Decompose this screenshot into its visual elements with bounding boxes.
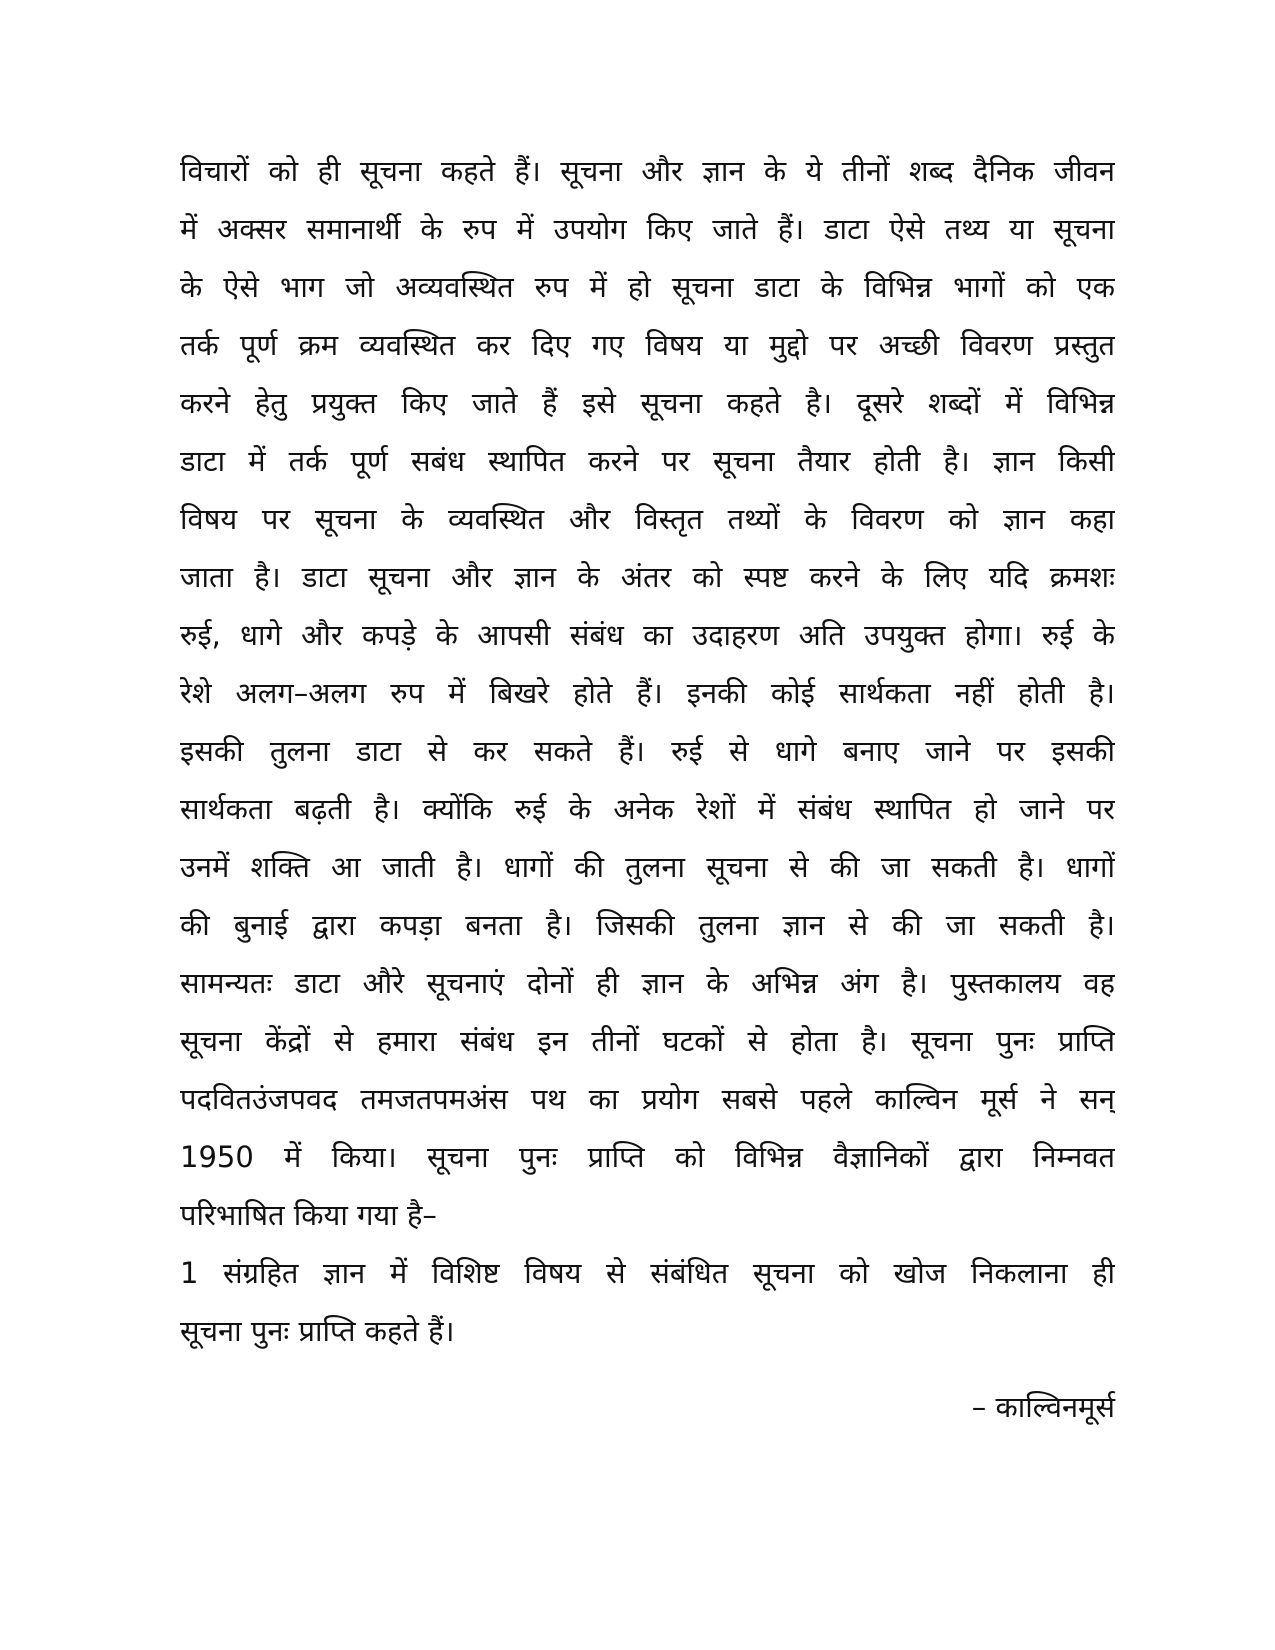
text-line: तर्क पूर्ण क्रम व्यवस्थित कर दिए गए विषय या मुद्दो पर अच्छी विवरण प्रस्तुत xyxy=(180,328,1115,362)
text-line: विषय पर सूचना के व्यवस्थित और विस्तृत तथ्यों के विवरण को ज्ञान कहा xyxy=(180,502,1115,536)
definition-line: सूचना पुनः प्राप्ति कहते हैं। xyxy=(180,1314,455,1348)
body-text xyxy=(180,142,1115,1360)
text-line: में अक्सर समानार्थी के रुप में उपयोग किए जाते हैं। डाटा ऐसे तथ्य या सूचना xyxy=(180,212,1115,246)
text-line: सार्थकता बढ़ती है। क्योंकि रुई के अनेक रेशों में संबंध स्थापित हो जाने पर xyxy=(180,792,1115,826)
text-line: 1950 में किया। सूचना पुनः प्राप्ति को विभिन्न वैज्ञानिकों द्वारा निम्नवत xyxy=(180,1140,1115,1174)
text-line: परिभाषित किया गया है– xyxy=(180,1198,437,1232)
text-line: करने हेतु प्रयुक्त किए जाते हैं इसे सूचना कहते है। दूसरे शब्दों में विभिन्न xyxy=(180,386,1115,420)
text-line: पदवितउंजपवद तमजतपमअंस पथ का प्रयोग सबसे पहले काल्विन मूर्स ने सन् xyxy=(180,1082,1115,1116)
text-line: के ऐसे भाग जो अव्यवस्थित रुप में हो सूचना डाटा के विभिन्न भागों को एक xyxy=(180,270,1115,304)
text-line: की बुनाई द्वारा कपड़ा बनता है। जिसकी तुलना ज्ञान से की जा सकती है। xyxy=(180,908,1115,942)
text-line: रेशे अलग–अलग रुप में बिखरे होते हैं। इनकी कोई सार्थकता नहीं होती है। xyxy=(180,676,1115,710)
text-line: रुई, धागे और कपड़े के आपसी संबंध का उदाहरण अति उपयुक्त होगा। रुई के xyxy=(180,618,1115,652)
definition-line: 1 संग्रहित ज्ञान में विशिष्ट विषय से संबंधित सूचना को खोज निकलाना ही xyxy=(180,1256,1115,1290)
text-line: सूचना केंद्रों से हमारा संबंध इन तीनों घटकों से होता है। सूचना पुनः प्राप्ति xyxy=(180,1024,1115,1058)
text-line: डाटा में तर्क पूर्ण सबंध स्थापित करने पर सूचना तैयार होती है। ज्ञान किसी xyxy=(180,444,1115,478)
attribution: – काल्विनमूर्स xyxy=(971,1390,1115,1424)
text-line: जाता है। डाटा सूचना और ज्ञान के अंतर को स्पष्ट करने के लिए यदि क्रमशः xyxy=(180,560,1115,594)
text-line: सामन्यतः डाटा औरे सूचनाएं दोनों ही ज्ञान के अभिन्न अंग है। पुस्तकालय वह xyxy=(180,966,1115,1000)
text-line: इसकी तुलना डाटा से कर सकते हैं। रुई से धागे बनाए जाने पर इसकी xyxy=(180,734,1115,768)
text-line: उनमें शक्ति आ जाती है। धागों की तुलना सूचना से की जा सकती है। धागों xyxy=(180,850,1115,884)
text-line: विचारों को ही सूचना कहते हैं। सूचना और ज्ञान के ये तीनों शब्द दैनिक जीवन xyxy=(180,154,1115,188)
